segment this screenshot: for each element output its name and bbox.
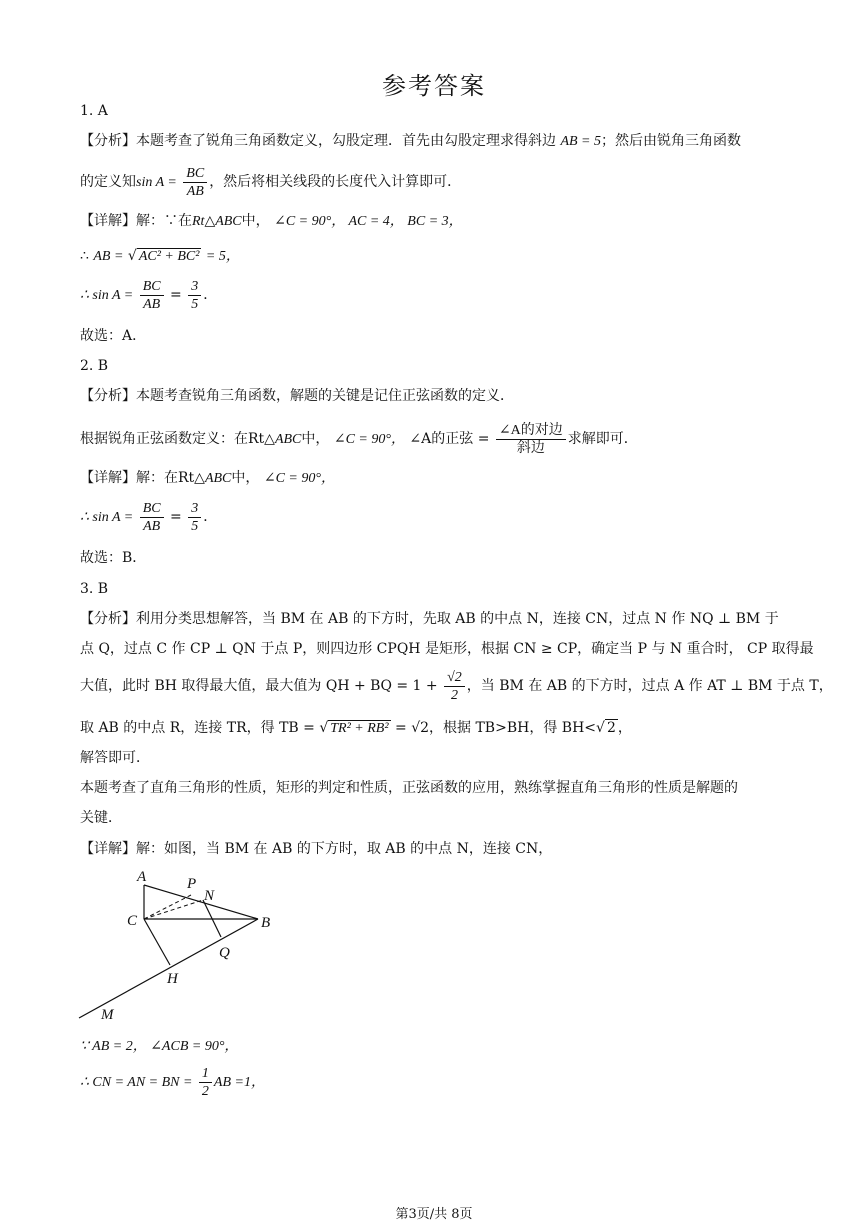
q2-definition: 根据锐角正弦函数定义：在Rt△ABC中， ∠C = 90°， ∠A的正弦 = $\frac{\text{∠A的对边}}{\text{斜边}}$ 求解即可． (80, 422, 638, 456)
q1-fraction: $\frac{BC}{AB}$ (183, 165, 207, 200)
q1-analysis-line2: 的定义知sin A = $\frac{BC}{AB}$ ，然后将相关线段的长度代入计算即可． (80, 165, 462, 199)
q3-geometry-figure (70, 862, 290, 1027)
page-footer: 第3页/共 8页 (395, 1207, 473, 1222)
q3-given: ∵ AB = 2， ∠ACB = 90°， (80, 1039, 239, 1054)
dashed-cp (144, 895, 191, 919)
label-c: C (127, 913, 138, 929)
label-m: M (101, 1007, 114, 1023)
page-title: 参考答案 (382, 72, 486, 100)
q2-detail: 【详解】解：在Rt△ABC中， ∠C = 90°， (80, 470, 335, 486)
q1-step2: ∴ sin A = $\frac{BC}{AB}$ = $\frac{3}{5}$ ． (80, 278, 218, 312)
label-b: B (261, 915, 271, 931)
q1-analysis-line1: 【分析】本题考查了锐角三角函数定义，勾股定理．首先由勾股定理求得斜边 AB = 5；然后由锐角三角函数 (80, 133, 742, 149)
label-q: Q (219, 945, 230, 961)
q2-step: ∴ sin A = $\frac{BC}{AB}$ = $\frac{3}{5}$ ． (80, 500, 218, 534)
q1-detail: 【详解】解：∵在Rt△ABC中， ∠C = 90°， AC = 4， BC = 3， (80, 213, 463, 229)
q3-detail: 【详解】解：如图，当 BM 在 AB 的下方时，取 AB 的中点 N，连接 CN， (80, 841, 553, 857)
label-h: H (167, 971, 178, 987)
segment-ch (144, 919, 170, 965)
line-bm (79, 919, 258, 1018)
q3-analysis-line6: 本题考查了直角三角形的性质，矩形的判定和性质，正弦函数的应用，熟练掌握直角三角形的性质是解题的 (80, 780, 738, 796)
q2-number: 2. B (80, 358, 109, 374)
q1-step1: ∴ AB = √ AC² + BC² = 5， (80, 248, 240, 264)
q3-result: ∴ CN = AN = BN = $\frac{1}{2}$ AB =1， (80, 1065, 265, 1099)
q3-analysis-line1: 【分析】利用分类思想解答，当 BM 在 AB 的下方时，先取 AB 的中点 N，连接 CN，过点 N 作 NQ ⊥ BM 于 (80, 611, 779, 627)
q3-analysis-line3: 大值，此时 BH 取得最大值，最大值为 QH + BQ = 1 + $\frac{√2}{2}$ ，当 BM 在 AB 的下方时，过点 A 作 AT ⊥ BM 于点 T， (80, 669, 833, 703)
q3-number: 3. B (80, 581, 109, 597)
label-n: N (204, 888, 215, 904)
q2-analysis: 【分析】本题考查锐角三角函数，解题的关键是记住正弦函数的定义． (80, 388, 514, 404)
q3-analysis-line5: 解答即可． (80, 750, 150, 766)
label-a: A (137, 869, 147, 885)
q1-choose: 故选：A． (80, 328, 147, 344)
q1-number: 1. A (80, 103, 108, 119)
q3-analysis-line7: 关键． (80, 810, 122, 826)
dashed-cn (144, 900, 203, 919)
q2-choose: 故选：B． (80, 550, 147, 566)
q3-analysis-line2: 点 Q，过点 C 作 CP ⊥ QN 于点 P，则四边形 CPQH 是矩形，根据 CN ≥ CP，确定当 P 与 N 重合时， CP 取得最 (80, 641, 814, 657)
q3-analysis-line4: 取 AB 的中点 R，连接 TR，得 TB = √ TR² + RB² = √2，根据 TB>BH，得 BH<√ 2 ， (80, 720, 632, 736)
label-p: P (187, 876, 197, 892)
